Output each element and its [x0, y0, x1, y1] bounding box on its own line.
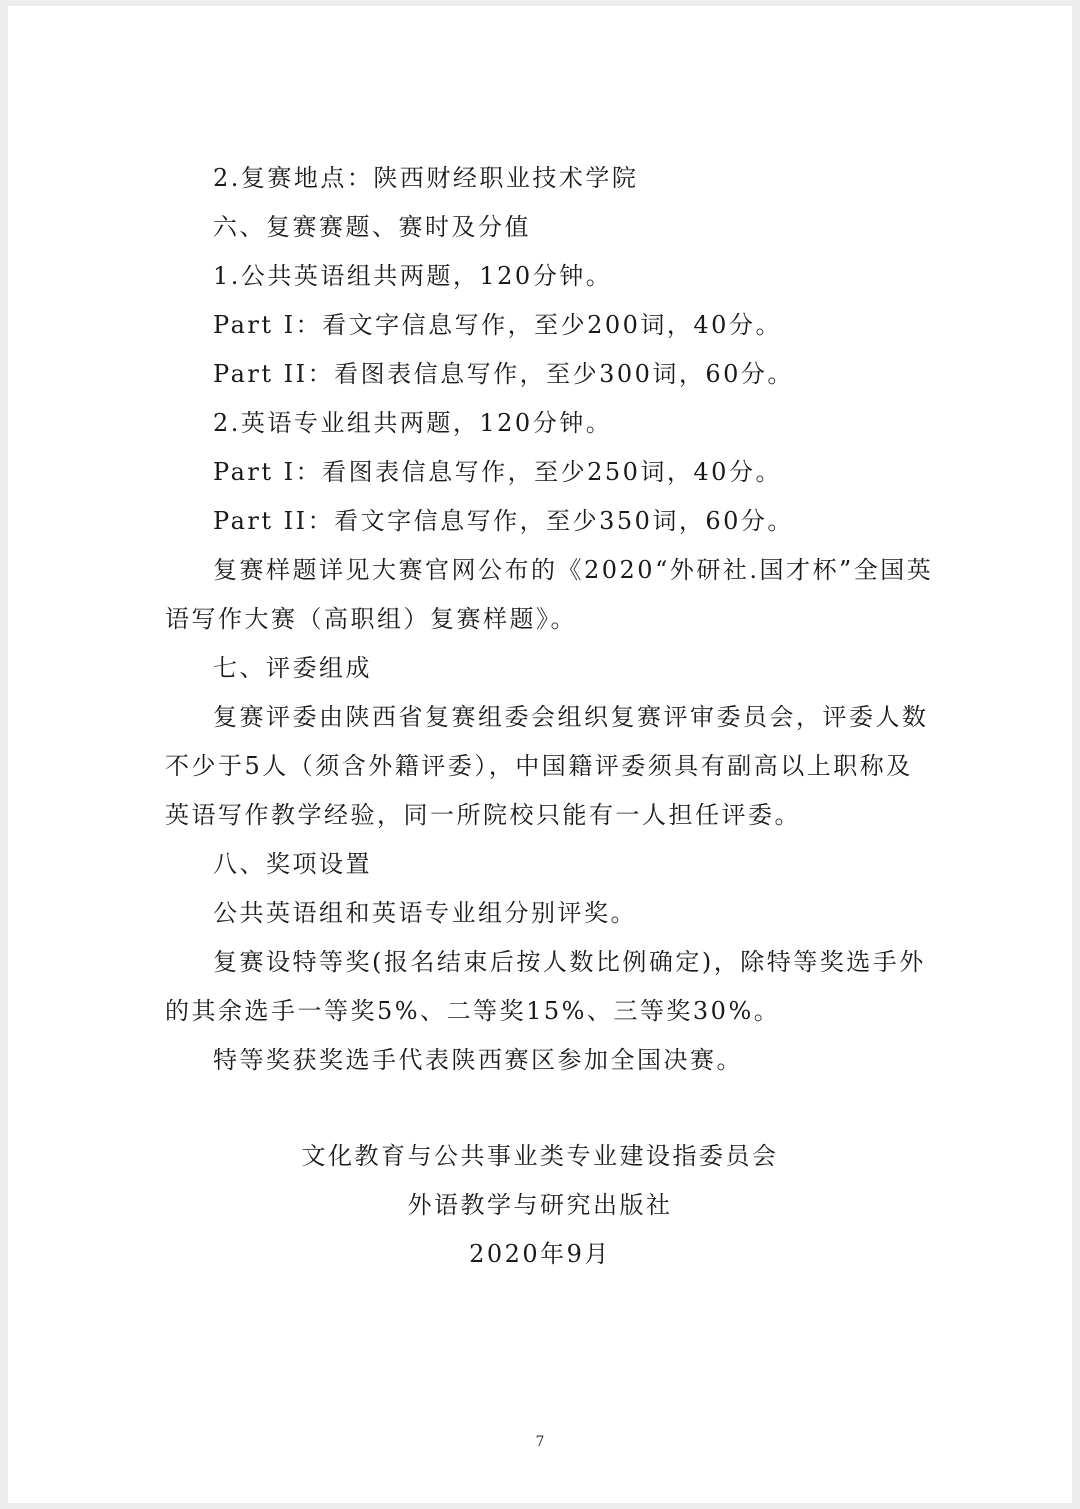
paragraph-venue: 2.复赛地点：陕西财经职业技术学院	[213, 164, 639, 192]
paragraph-awards-groups: 公共英语组和英语专业组分别评奖。	[213, 899, 637, 927]
heading-section-6: 六、复赛赛题、赛时及分值	[213, 213, 531, 241]
paragraph-sample-line2: 语写作大赛（高职组）复赛样题》。	[165, 605, 577, 633]
heading-section-8: 八、奖项设置	[213, 850, 372, 878]
page-number: 7	[535, 1434, 545, 1450]
signature-org1: 文化教育与公共事业类专业建设指委员会	[301, 1142, 779, 1170]
paragraph-public-part2: Part II：看图表信息写作，至少300词，60分。	[213, 360, 794, 388]
paragraph-finals: 特等奖获奖选手代表陕西赛区参加全国决赛。	[213, 1046, 743, 1074]
signature-org2: 外语教学与研究出版社	[407, 1191, 673, 1219]
paragraph-public-group: 1.公共英语组共两题，120分钟。	[213, 262, 613, 290]
paragraph-awards-line2: 的其余选手一等奖5%、二等奖15%、三等奖30%。	[165, 997, 781, 1025]
paragraph-judges-line3: 英语写作教学经验，同一所院校只能有一人担任评委。	[165, 801, 801, 829]
paragraph-awards-line1: 复赛设特等奖(报名结束后按人数比例确定)，除特等奖选手外	[213, 948, 926, 976]
paragraph-sample-line1: 复赛样题详见大赛官网公布的《2020“外研社.国才杯”全国英	[213, 556, 934, 584]
document-page	[8, 6, 1072, 1503]
paragraph-public-part1: Part I：看文字信息写作，至少200词，40分。	[213, 311, 782, 339]
signature-date: 2020年9月	[469, 1240, 611, 1268]
heading-section-7: 七、评委组成	[213, 654, 372, 682]
paragraph-major-part1: Part I：看图表信息写作，至少250词，40分。	[213, 458, 782, 486]
paragraph-judges-line1: 复赛评委由陕西省复赛组委会组织复赛评审委员会，评委人数	[213, 703, 929, 731]
paragraph-major-group: 2.英语专业组共两题，120分钟。	[213, 409, 613, 437]
paragraph-judges-line2: 不少于5人（须含外籍评委），中国籍评委须具有副高以上职称及	[165, 752, 913, 780]
paragraph-major-part2: Part II：看文字信息写作，至少350词，60分。	[213, 507, 794, 535]
